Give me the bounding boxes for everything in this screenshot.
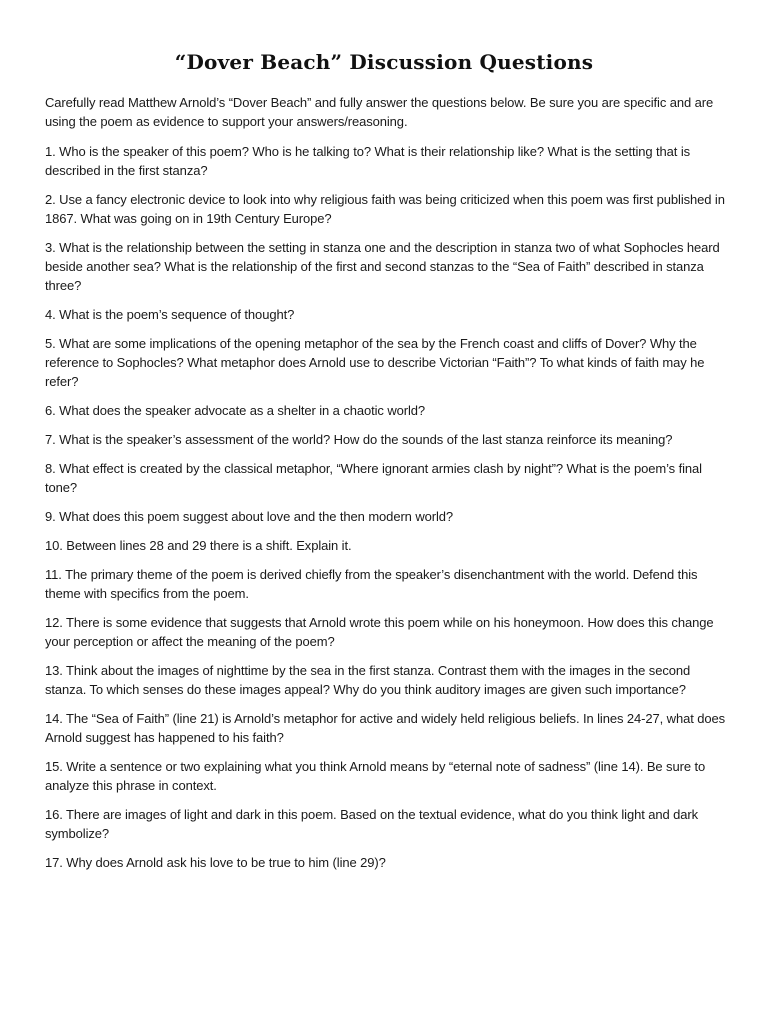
question-13: 13. Think about the images of nighttime by the sea in the first stanza. Contrast them with the images in the second stanza. To which senses do these images appeal? Why do you think auditory images are given such importance? (45, 663, 691, 697)
question-7: 7. What is the speaker’s assessment of the world? How do the sounds of the last stanza reinforce its meaning? (45, 432, 673, 447)
question-8: 8. What effect is created by the classical metaphor, “Where ignorant armies clash by night”? What is the poem’s final tone? (45, 461, 702, 495)
question-3: 3. What is the relationship between the setting in stanza one and the description in stanza two of what Sophocles heard beside another sea? What is the relationship of the first and second stanzas to the “Sea of Faith” described in stanza three? (45, 240, 720, 293)
document-body (45, 93, 728, 882)
question-9: 9. What does this poem suggest about love and the then modern world? (45, 509, 454, 524)
question-15: 15. Write a sentence or two explaining what you think Arnold means by “eternal note of sadness” (line 14). Be sure to analyze this phrase in context. (45, 759, 706, 793)
question-4: 4. What is the poem’s sequence of thought? (45, 307, 295, 322)
question-1: 1. Who is the speaker of this poem? Who is he talking to? What is their relationship like? What is the setting that is described in the first stanza? (45, 144, 691, 178)
question-6: 6. What does the speaker advocate as a shelter in a chaotic world? (45, 403, 426, 418)
question-12: 12. There is some evidence that suggests that Arnold wrote this poem while on his honeymoon. How does this change your perception or affect the meaning of the poem? (45, 615, 714, 649)
question-14: 14. The “Sea of Faith” (line 21) is Arnold’s metaphor for active and widely held religious beliefs. In lines 24-27, what does Arnold suggest has happened to his faith? (45, 711, 726, 745)
question-17: 17. Why does Arnold ask his love to be true to him (line 29)? (45, 855, 386, 870)
question-5: 5. What are some implications of the opening metaphor of the sea by the French coast and cliffs of Dover? Why the reference to Sophocles? What metaphor does Arnold use to describe Victorian “Faith”? To what kinds of faith may he refer? (45, 336, 705, 389)
question-2: 2. Use a fancy electronic device to look into why religious faith was being criticized when this poem was first published in 1867. What was going on in 19th Century Europe? (45, 192, 725, 226)
question-11: 11. The primary theme of the poem is derived chiefly from the speaker’s disenchantment with the world. Defend this theme with specifics from the poem. (45, 567, 698, 601)
page-title: “Dover Beach” Discussion Questions (174, 50, 594, 74)
question-16: 16. There are images of light and dark in this poem. Based on the textual evidence, what do you think light and dark symbolize? (45, 807, 699, 841)
question-10: 10. Between lines 28 and 29 there is a shift. Explain it. (45, 538, 352, 553)
intro-paragraph: Carefully read Matthew Arnold’s “Dover Beach” and fully answer the questions below. Be sure you are specific and are using the poem as evidence to support your answers/reasoning. (45, 95, 714, 129)
